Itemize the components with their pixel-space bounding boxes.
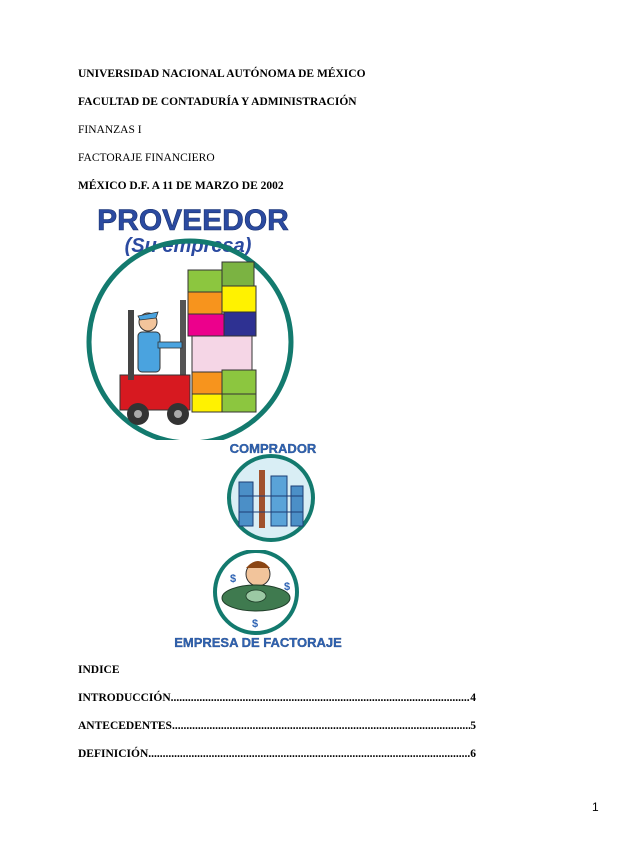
toc-page: 4 bbox=[470, 692, 476, 704]
faculty-line: FACULTAD DE CONTADURÍA Y ADMINISTRACIÓN bbox=[78, 96, 357, 108]
dollar-sign-right: $ bbox=[284, 581, 291, 593]
boxes-stack-icon bbox=[188, 262, 256, 412]
toc-leader-dots bbox=[172, 720, 470, 732]
course-line: FINANZAS I bbox=[78, 124, 142, 136]
toc-leader-dots bbox=[171, 692, 471, 704]
toc-label: INTRODUCCIÓN bbox=[78, 692, 171, 704]
index-heading: INDICE bbox=[78, 664, 120, 676]
supplier-title: PROVEEDOR bbox=[97, 204, 289, 237]
toc-page: 6 bbox=[470, 748, 476, 760]
buyer-illustration bbox=[225, 440, 325, 546]
man-with-money-icon bbox=[222, 561, 290, 611]
toc-label: DEFINICIÓN bbox=[78, 748, 149, 760]
toc-entry-introduccion[interactable] bbox=[78, 692, 476, 704]
university-line: UNIVERSIDAD NACIONAL AUTÓNOMA DE MÉXICO bbox=[78, 68, 366, 80]
driver-icon bbox=[138, 312, 182, 372]
page-number: 1 bbox=[592, 800, 599, 814]
toc-leader-dots bbox=[148, 748, 470, 760]
topic-line: FACTORAJE FINANCIERO bbox=[78, 152, 215, 164]
dollar-sign-left: $ bbox=[230, 573, 237, 585]
toc-label: ANTECEDENTES bbox=[78, 720, 172, 732]
buyer-label: COMPRADOR bbox=[229, 441, 317, 456]
supplier-illustration bbox=[80, 200, 310, 440]
dollar-sign-bottom: $ bbox=[252, 618, 259, 630]
toc-entry-definicion[interactable] bbox=[78, 748, 476, 760]
factoring-illustration bbox=[172, 550, 342, 654]
toc-entry-antecedentes[interactable] bbox=[78, 720, 476, 732]
factoring-label: EMPRESA DE FACTORAJE bbox=[174, 635, 342, 650]
toc-page: 5 bbox=[470, 720, 476, 732]
date-line: MÉXICO D.F. A 11 DE MARZO DE 2002 bbox=[78, 180, 284, 192]
supplier-subtitle: (Su empresa) bbox=[124, 235, 252, 257]
